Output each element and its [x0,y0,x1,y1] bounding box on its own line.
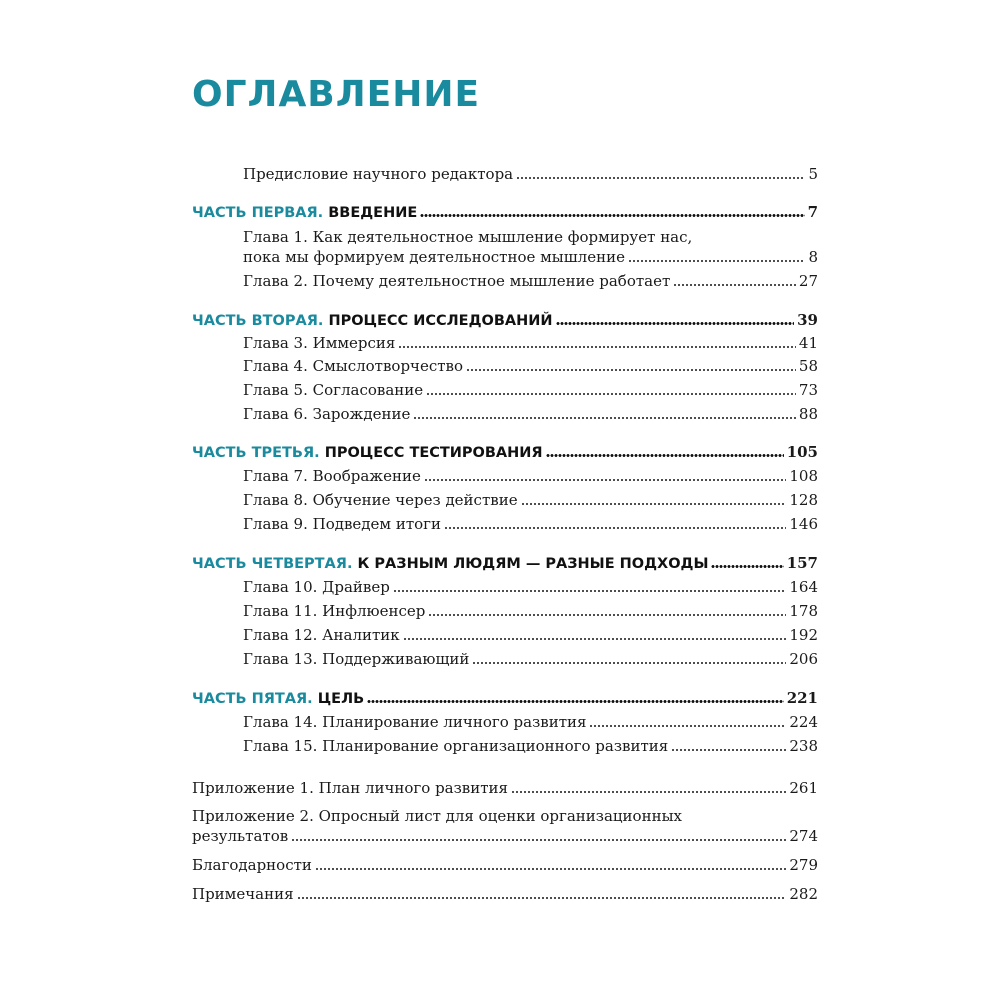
page-number: 164 [789,578,818,596]
page-number: 27 [798,272,818,290]
toc-part-1[interactable] [192,203,818,221]
page-number: 146 [789,515,818,533]
dot-leader [673,272,796,286]
toc-entry-ch14[interactable] [243,713,818,731]
entry-label: Глава 8. Обучение через действие [243,491,518,509]
dot-leader [315,856,786,870]
entry-label: Глава 5. Согласование [243,381,424,399]
dot-leader [420,203,804,217]
entry-label: Глава 3. Иммерсия [243,334,396,352]
page-number: 88 [798,405,818,423]
entry-label: Глава 14. Планирование личного развития [243,713,587,731]
part-label: ЧАСТЬ ЧЕТВЕРТАЯ. [192,556,353,572]
entry-label: Глава 15. Планирование организационного развития [243,737,669,755]
toc-entry-ch6[interactable] [243,405,818,423]
page-number: 238 [789,737,818,755]
page-number: 282 [789,885,818,903]
dot-leader [413,405,796,419]
page-title: ОГЛАВЛЕНИЕ [192,74,481,115]
entry-label: Глава 6. Зарождение [243,405,411,423]
part-name: ПРОЦЕСС ИССЛЕДОВАНИЙ [328,313,553,329]
dot-leader [671,737,786,751]
page-number: 5 [808,165,818,183]
page-number: 178 [789,602,818,620]
dot-leader [711,554,783,568]
toc-entry-ch2[interactable] [243,272,818,290]
page-number: 73 [798,381,818,399]
toc-part-5[interactable] [192,689,818,707]
entry-label: Глава 10. Драйвер [243,578,390,596]
part-label: ЧАСТЬ ПЯТАЯ. [192,691,313,707]
page-number: 108 [789,467,818,485]
toc-entry-preface[interactable] [243,165,818,183]
page-number: 128 [789,491,818,509]
toc-part-2[interactable] [192,311,818,329]
toc-part-3[interactable] [192,443,818,461]
toc-entry-ch13[interactable] [243,650,818,668]
entry-label: Глава 11. Инфлюенсер [243,602,426,620]
toc-entry-appendix-2-line1[interactable]: Приложение 2. Опросный лист для оценки организационных [192,807,682,825]
toc-entry-ch1-line1[interactable]: Глава 1. Как деятельностное мышление формирует нас, [243,228,693,246]
entry-label: результатов [192,827,289,845]
toc-entry-ch12[interactable] [243,626,818,644]
dot-leader [444,515,786,529]
toc-entry-ch15[interactable] [243,737,818,755]
toc-entry-ch11[interactable] [243,602,818,620]
toc-entry-appendix-2[interactable] [192,827,818,845]
toc-entry-ch1[interactable] [243,248,818,266]
entry-label: Приложение 1. План личного развития [192,779,509,797]
dot-leader [424,467,787,481]
dot-leader [393,578,787,592]
toc-entry-thanks[interactable] [192,856,818,874]
dot-leader [367,689,784,703]
part-label: ЧАСТЬ ТРЕТЬЯ. [192,445,320,461]
dot-leader [403,626,787,640]
page-number: 41 [798,334,818,352]
toc-entry-ch4[interactable] [243,357,818,375]
dot-leader [297,885,787,899]
part-label: ЧАСТЬ ПЕРВАЯ. [192,205,324,221]
entry-label: Глава 13. Поддерживающий [243,650,470,668]
toc-entry-ch3[interactable] [243,334,818,352]
dot-leader [546,443,784,457]
entry-label: пока мы формируем деятельностное мышление [243,248,625,266]
page-number: 261 [789,779,818,797]
entry-label: Глава 4. Смыслотворчество [243,357,464,375]
dot-leader [428,602,786,616]
page-number: 274 [789,827,818,845]
toc-entry-ch5[interactable] [243,381,818,399]
dot-leader [556,311,795,325]
toc-part-4[interactable] [192,554,818,572]
dot-leader [291,827,786,841]
entry-label: Глава 9. Подведем итоги [243,515,442,533]
entry-label: Примечания [192,885,294,903]
entry-label: Глава 2. Почему деятельностное мышление работает [243,272,671,290]
toc-entry-notes[interactable] [192,885,818,903]
page-number: 105 [786,443,818,461]
page-number: 58 [798,357,818,375]
page-number: 8 [808,248,818,266]
page-number: 192 [789,626,818,644]
page-number: 39 [797,311,818,329]
dot-leader [426,381,796,395]
dot-leader [472,650,786,664]
dot-leader [521,491,787,505]
toc-entry-ch9[interactable] [243,515,818,533]
entry-label: Глава 7. Воображение [243,467,421,485]
page-number: 157 [786,554,818,572]
dot-leader [516,165,805,179]
page-number: 7 [807,203,818,221]
toc-entry-appendix-1[interactable] [192,779,818,797]
part-label: ЧАСТЬ ВТОРАЯ. [192,313,324,329]
toc-entry-ch10[interactable] [243,578,818,596]
part-name: ПРОЦЕСС ТЕСТИРОВАНИЯ [324,445,543,461]
page-number: 224 [789,713,818,731]
page-number: 221 [786,689,818,707]
part-name: К РАЗНЫМ ЛЮДЯМ — РАЗНЫЕ ПОДХОДЫ [357,556,709,572]
dot-leader [511,779,786,793]
entry-label: Глава 12. Аналитик [243,626,400,644]
toc-entry-ch8[interactable] [243,491,818,509]
dot-leader [398,334,796,348]
entry-label: Благодарности [192,856,312,874]
page-number: 279 [789,856,818,874]
page-number: 206 [789,650,818,668]
dot-leader [466,357,796,371]
entry-label: Предисловие научного редактора [243,165,514,183]
dot-leader [589,713,786,727]
part-name: ВВЕДЕНИЕ [328,205,418,221]
toc-entry-ch7[interactable] [243,467,818,485]
part-name: ЦЕЛЬ [317,691,365,707]
dot-leader [628,248,806,262]
